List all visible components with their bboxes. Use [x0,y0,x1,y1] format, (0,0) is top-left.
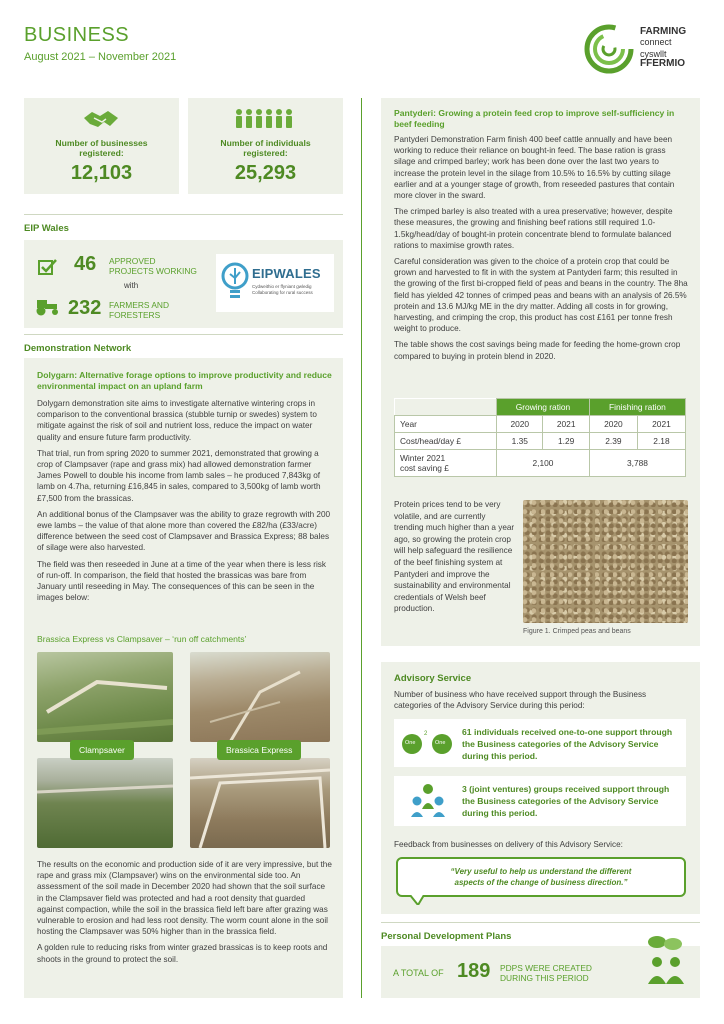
businesses-label: Number of businesses registered: [55,138,148,158]
eip-wales-logo [216,254,334,312]
logo-line-4: FFERMIO [640,58,685,69]
checkbox-icon [38,258,58,276]
table-cell [395,450,497,477]
pantyderi-paragraph: Careful consideration was given to the choice of a protein crop that could be grown and harvested to fit in with the system at Pantyderi farm; this resulted in the growing of the first bi-cropped field of peas and beans in the country. The 8ha field has yielded 42 tonnes of crimped peas and beans with an analysis of 26.5% protein and 13.6 MJ/kg ME in the dry matter. Adding all costs in for growing, harvesting, and crimping the crop, this product has cost £161 per tonne fresh weight to produce. [394,257,688,334]
farming-connect-logo [583,23,703,79]
table-cell: 2,100 [497,450,590,477]
farmers-value: 232 [68,297,102,319]
table-cell: 3,788 [589,450,685,477]
pantyderi-title: Pantyderi: Growing a protein feed crop to improve self-sufficiency in beef feeding [394,108,675,129]
brassica-label: Brassica Express [217,740,301,760]
demo-heading: Demonstration Network [24,334,343,358]
demo-paragraph: That trial, run from spring 2020 to summer 2021, demonstrated that growing a crop of Clampsaver (rape and grass mix) had allowed demonstration farmer James Powell to double his income from lamb sales – he produced 7,843kg of lamb on 4.7ha, returning £16,845 in sales, compared to 3,500kg of lamb worth £7,500 from the brassicas. [37,448,321,503]
pdp-suffix-1: PDPS WERE CREATED [500,963,592,973]
table-row [395,450,686,477]
clampsaver-photo-top [37,652,173,742]
lightbulb-icon [221,260,249,304]
date-range: August 2021 – November 2021 [24,51,177,63]
table-header-finishing: Finishing ration [589,399,685,416]
projects-value: 46 [74,253,97,275]
demo-paragraph: The field was then reseeded in June at a time of the year when there is less risk of run-off. In comparison, the field that hosted the brassicas was bare from January until reseeding in May. The consequences of this can be seen in the images below: [37,559,326,603]
demo-article [37,370,333,608]
pdp-value: 189 [457,960,491,982]
table-cell: 2.18 [637,433,685,450]
one-to-one-card [394,719,686,767]
handshake-icon [82,108,120,130]
group-icon [410,783,446,819]
demo-paragraph: A golden rule to reducing risks from winter grazed brassicas is to keep roots and shoots in the ground to protect the soil. [37,943,328,964]
protein-prices-text: Protein prices tend to be very volatile, and are currently trending much higher than a year ago, so growing the protein crop will help safeguard the resilience of the beef finishing system at Pantyderi and improve the sustainability and environmental credentials of Welsh beef production. [394,500,515,614]
pantyderi-paragraph: Pantyderi Demonstration Farm finish 400 beef cattle annually and have been working to reduce their reliance on bought-in feed. The base ration is grass silage and crimped barley; work has been done over the last two years to increase the protein level in the silage from 10.5% to 16.5% by cutting silage earlier and at a younger stage of growth, from reseeded pastures that contain more clover in the sward. [394,135,675,201]
brassica-photo-bottom [190,758,330,848]
pantyderi-paragraph: The crimped barley is also treated with a urea preservative; however, despite these measures, the growing and finishing beef rations still required 1.0-1.5kg/head/day of bought-in protein concentrate blend to formulate balanced rations to maximise growth rates. [394,207,673,250]
logo-line-3: cyswllt [640,49,667,59]
logo-swirl-icon [583,23,635,75]
group-text: 3 (joint ventures) groups received support through the Business categories of the Advisory Service during this period. [462,784,670,818]
farmers-label-2: FORESTERS [109,310,161,320]
table-cell: 2020 [589,416,637,433]
icon-one-a: One [405,740,416,746]
feedback-label: Feedback from businesses on delivery of this Advisory Service: [394,840,623,849]
crimped-peas-photo [523,500,688,623]
eip-panel [24,240,343,328]
images-title: Brassica Express vs Clampsaver – ‘run off catchments’ [37,634,247,644]
eip-logo-sub-2: Collaborating for rural success [252,290,313,295]
logo-line-2: connect [640,37,672,47]
table-cell: 2021 [543,416,589,433]
advisory-heading: Advisory Service [394,673,472,684]
table-header-growing: Growing ration [497,399,590,416]
brassica-photo-top [190,652,330,742]
saving-label-2: cost saving £ [400,463,449,473]
group-card [394,776,686,826]
farmers-label-1: FARMERS AND [109,300,170,310]
cost-table [394,398,686,477]
page-title: BUSINESS [24,24,130,46]
table-row [395,433,686,450]
individuals-label: Number of individuals registered: [220,138,311,158]
projects-label-2: PROJECTS WORKING [109,266,197,276]
quote-bubble [396,857,686,897]
table-cell: 1.35 [497,433,543,450]
eip-logo-sub-1: Cydweithio er ffyniant gwledig [252,284,312,289]
people-icon [234,108,296,130]
demo-paragraph: Dolygarn demonstration site aims to investigate alternative wintering crops in comparison to the conventional brassica (stubble turnip or swedes) system to mitigate against the risk of soil and nutrient loss, reduce the impact on water quality and ensure future farm productivity. [37,399,317,442]
table-cell: Cost/head/day £ [395,433,497,450]
quote-tail-icon [410,895,426,905]
businesses-value: 12,103 [70,162,133,184]
demo-paragraph: The results on the economic and production side of it are very impressive, but the rape and grass mix (Clampsaver) wins on the environmental side too. An assessment of the soil made in December 2020 had shown that the soil surface in the Clampsaver field was protected and had a root density that guarded against compaction, while the soil in the brassica field left bare after grazing was vulnerable to erosion and had less root density. The worm count alone in the soil hosting the Clampsaver was 50% higher than in the brassica field. [37,860,332,937]
icon-two: 2 [424,731,428,737]
quote-text: “Very useful to help us understand the different aspects of the change of business direction.” [450,867,632,887]
projects-label-1: APPROVED [109,256,156,266]
table-cell: 2020 [497,416,543,433]
person-chat-icon [645,934,687,990]
icon-one-b: One [435,740,446,746]
eip-with: with [124,281,139,290]
eip-logo-text: EIPWALES [252,266,321,281]
table-cell: 2.39 [589,433,637,450]
pdp-prefix: A TOTAL OF [393,968,444,978]
table-cell: 1.29 [543,433,589,450]
pdp-suffix-2: DURING THIS PERIOD [500,973,589,983]
pdp-heading: Personal Development Plans [381,931,512,942]
clampsaver-label: Clampsaver [70,740,134,760]
businesses-stat-box [24,98,179,194]
demo-article-title: Dolygarn: Alternative forage options to improve productivity and reduce environmental impact on an upland farm [37,370,332,391]
individuals-stat-box [188,98,343,194]
eip-heading: EIP Wales [24,214,343,238]
table-row [395,416,686,433]
saving-label-1: Winter 2021 [400,453,446,463]
advisory-intro: Number of business who have received support through the Business categories of the Advisory Service during this period: [394,690,647,711]
figure-caption: Figure 1. Crimped peas and beans [523,628,631,635]
individuals-value: 25,293 [234,162,297,184]
tractor-icon [34,296,62,316]
logo-line-1: FARMING [640,26,687,37]
pantyderi-article [394,108,688,367]
one-to-one-text: 61 individuals received one-to-one support through the Business categories of the Advisory Service during this period. [462,727,673,761]
clampsaver-photo-bottom [37,758,173,848]
table-cell: Year [395,416,497,433]
pantyderi-paragraph: The table shows the cost savings being made for feeding the home-grown crop compared to buying in protein blend in 2020. [394,340,681,361]
demo-paragraph: An additional bonus of the Clampsaver was the ability to graze regrowth with 200 ewe lambs – the value of that alone more than covered the £82/ha (£33/acre) difference between the seed cost of Clampsaver and Brassica Express; 88 bales of silage were also harvested. [37,509,331,553]
demo-results [37,859,333,970]
table-cell: 2021 [637,416,685,433]
column-divider [361,98,362,998]
